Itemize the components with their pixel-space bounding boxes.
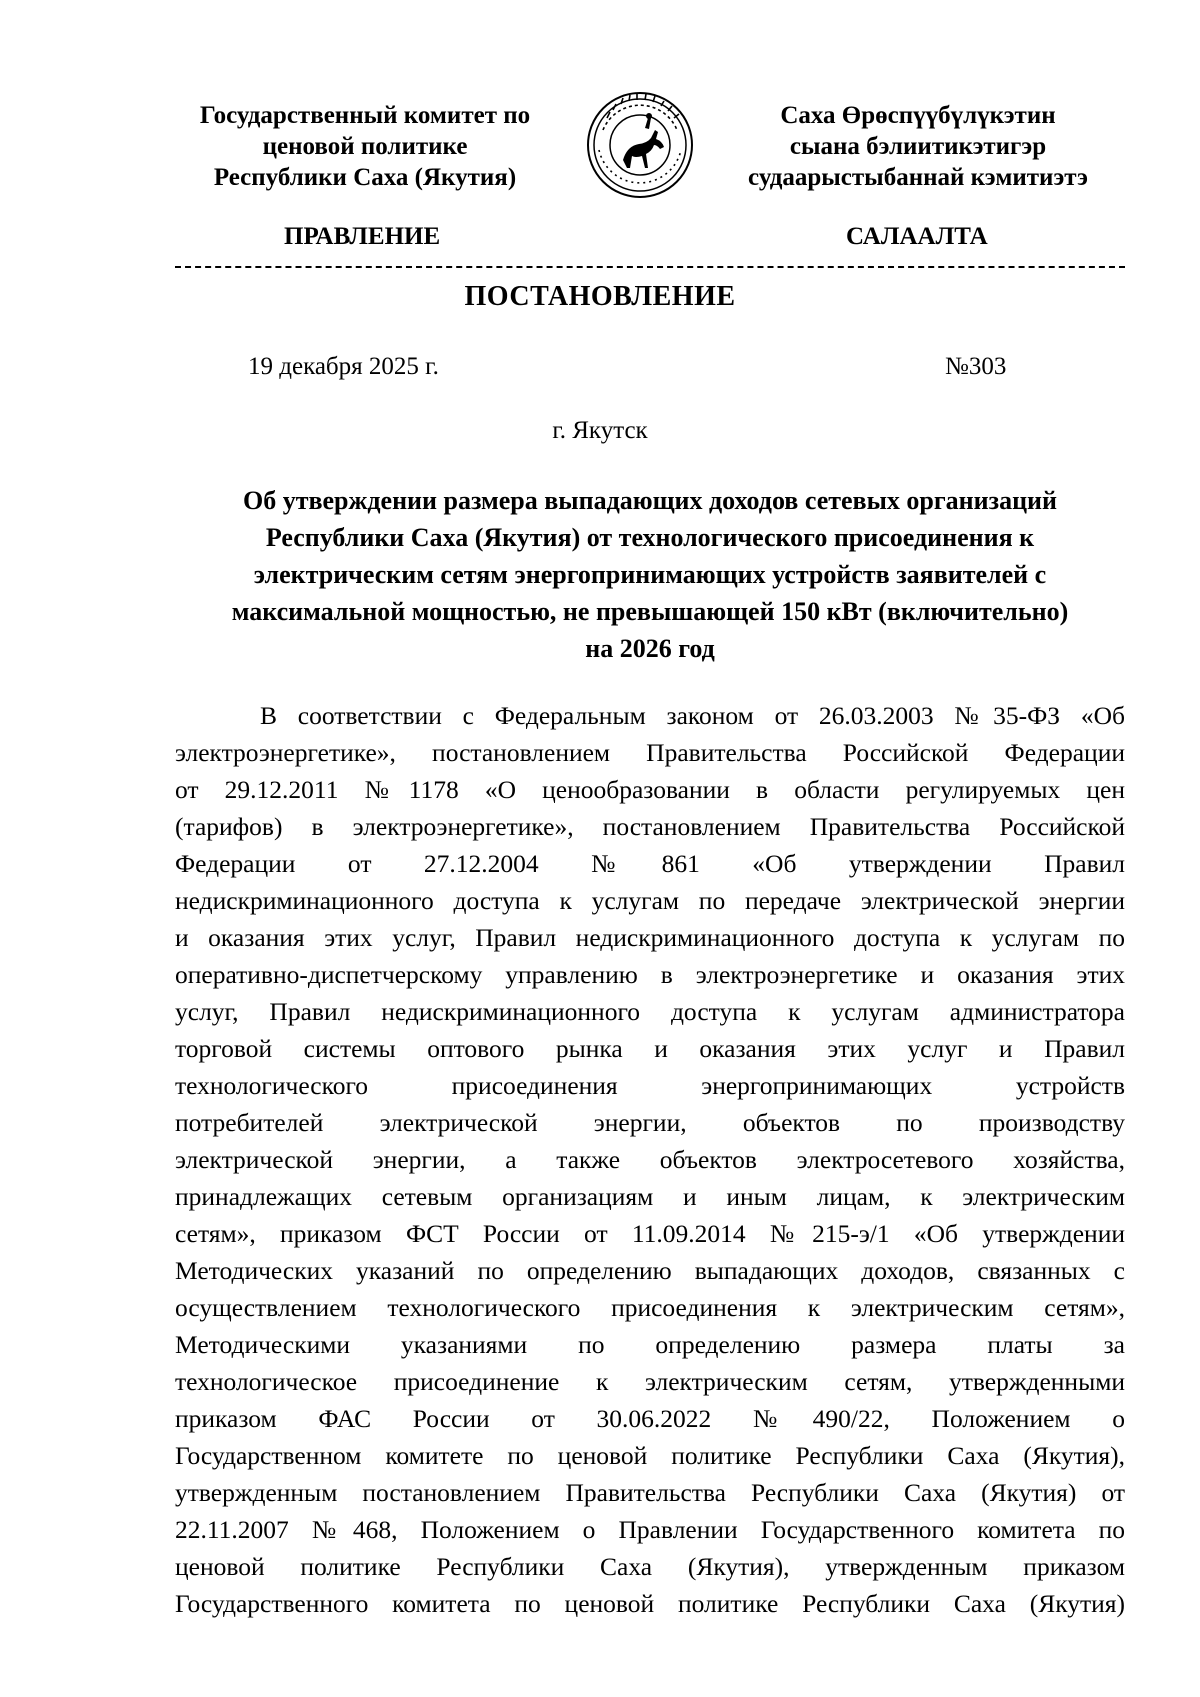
title-line: Республики Саха (Якутия) от технологического присоединения к (265, 523, 1035, 552)
body-line: торговой системы оптового рынка и оказания этих услуг и Правил (175, 1034, 1125, 1063)
title-line: Об утверждении размера выпадающих доходов сетевых организаций (242, 486, 1058, 515)
body-line: технологического присоединения энергопринимающих устройств (175, 1071, 1125, 1100)
body-line: (тарифов) в электроэнергетике», постановлением Правительства Российской (175, 812, 1125, 841)
org-name-line: Саха Өрөспүүбүлүкэтин (780, 102, 1056, 129)
body-line: потребителей электрической энергии, объектов по производству (175, 1108, 1125, 1137)
document-body (175, 697, 1125, 1622)
body-line: недискриминационного доступа к услугам по передаче электрической энергии (175, 886, 1125, 915)
org-name-line: Государственный комитет по (199, 102, 531, 129)
body-line: Методических указаний по определению выпадающих доходов, связанных с (175, 1256, 1125, 1285)
body-line: приказом ФАС России от 30.06.2022 №490/22, Положением о (175, 1404, 1125, 1433)
body-line: В соответствии с Федеральным законом от 26.03.2003 №35-ФЗ «Об (260, 701, 1125, 730)
body-line: и оказания этих услуг, Правил недискриминационного доступа к услугам по (175, 923, 1125, 952)
document-type-heading: ПОСТАНОВЛЕНИЕ (464, 281, 736, 312)
document-number: №303 (945, 353, 1007, 380)
body-line: электрической энергии, а также объектов электросетевого хозяйства, (175, 1145, 1125, 1174)
document-date: 19 декабря 2025 г. (248, 353, 439, 380)
title-line: электрическим сетям энергопринимающих устройств заявителей с (253, 560, 1047, 589)
board-title-russian: ПРАВЛЕНИЕ (284, 223, 441, 250)
body-line: Государственного комитета по ценовой политике Республики Саха (Якутия) (175, 1589, 1125, 1618)
body-line: Государственном комитете по ценовой политике Республики Саха (Якутия), (175, 1441, 1125, 1470)
org-name-yakut (728, 100, 1108, 193)
org-name-line: ценовой политике (262, 133, 468, 160)
title-line: максимальной мощностью, не превышающей 150 кВт (включительно) (231, 597, 1069, 626)
body-line: Федерации от 27.12.2004 №861 «Об утверждении Правил (175, 849, 1125, 878)
body-line: электроэнергетике», постановлением Правительства Российской Федерации (175, 738, 1125, 767)
coat-of-arms-icon (585, 90, 695, 200)
document-title (175, 482, 1125, 667)
body-line: технологическое присоединение к электрическим сетям, утвержденными (175, 1367, 1125, 1396)
title-line: на 2026 год (585, 634, 715, 663)
body-line: Методическими указаниями по определению размера платы за (175, 1330, 1125, 1359)
org-name-line: сыана бэлиитикэтигэр (789, 133, 1047, 160)
body-line: утвержденным постановлением Правительства Республики Саха (Якутия) от (175, 1478, 1125, 1507)
document-city: г. Якутск (552, 417, 648, 444)
body-line: услуг, Правил недискриминационного доступа к услугам администратора (175, 997, 1125, 1026)
body-line: 22.11.2007 №468, Положением о Правлении Государственного комитета по (175, 1515, 1125, 1544)
org-name-line: судаарыстыбаннай кэмитиэтэ (748, 164, 1088, 191)
board-title-yakut: САЛААЛТА (846, 223, 988, 250)
body-line: принадлежащих сетевым организациям и иным лицам, к электрическим (175, 1182, 1125, 1211)
body-line: от 29.12.2011 №1178 «О ценообразовании в области регулируемых цен (175, 775, 1125, 804)
dashed-divider (175, 266, 1125, 268)
body-line: оперативно-диспетчерскому управлению в электроэнергетике и оказания этих (175, 960, 1125, 989)
body-line: сетям», приказом ФСТ России от 11.09.2014 №215-э/1 «Об утверждении (175, 1219, 1125, 1248)
org-name-line: Республики Саха (Якутия) (213, 164, 517, 191)
body-line: осуществлением технологического присоединения к электрическим сетям», (175, 1293, 1125, 1322)
org-name-russian (165, 100, 565, 193)
body-line: ценовой политике Республики Саха (Якутия), утвержденным приказом (175, 1552, 1125, 1581)
